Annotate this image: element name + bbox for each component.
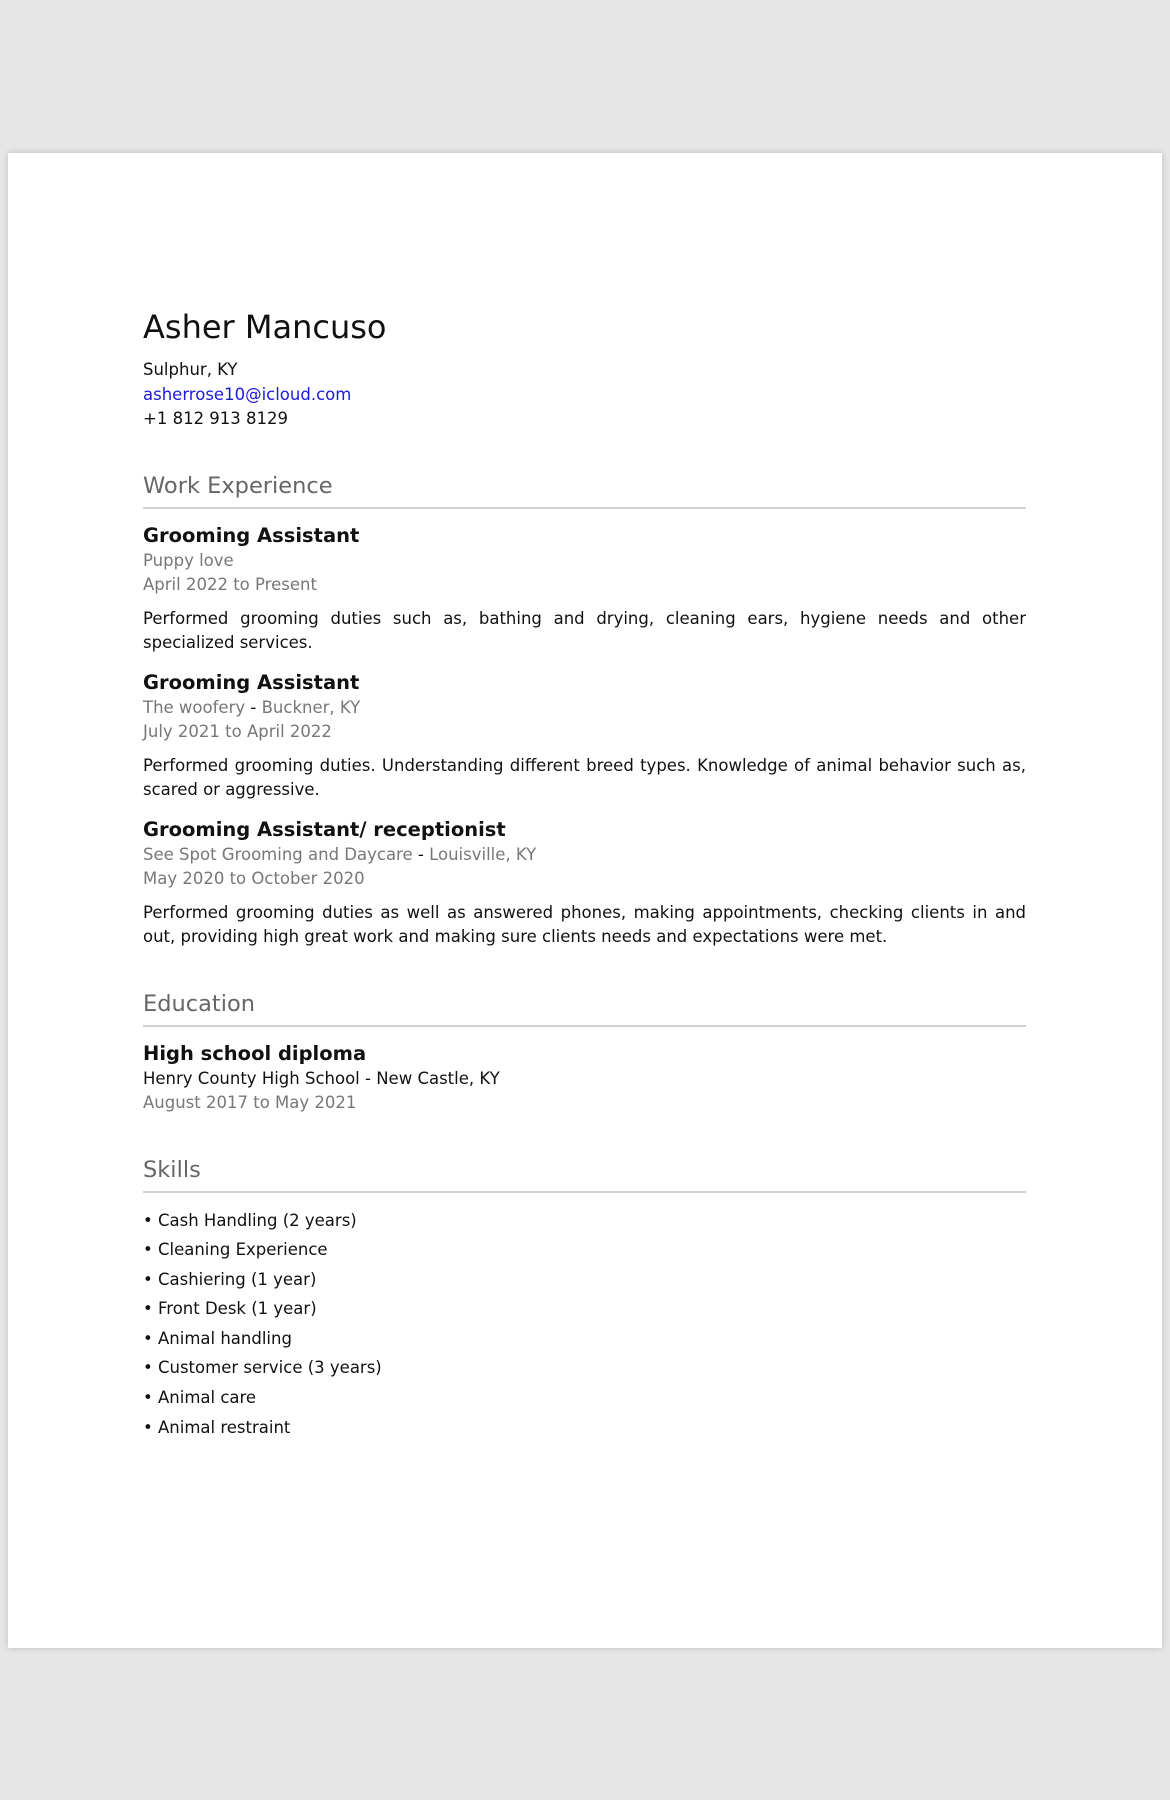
job-title: Grooming Assistant	[143, 670, 360, 694]
skill-item: • Cashiering (1 year)	[143, 1265, 1026, 1295]
skills-list	[143, 1206, 1026, 1443]
job-entry	[143, 817, 1026, 950]
job-dates: July 2021 to April 2022	[143, 722, 332, 741]
job-description: Performed grooming duties. Understanding different breed types. Knowledge of animal behavior such as, scared or aggressive.	[143, 755, 1026, 799]
email-link[interactable]: asherrose10@icloud.com	[143, 384, 352, 404]
resume-page	[8, 153, 1162, 1648]
skill-item: • Animal restraint	[143, 1413, 1026, 1443]
separator: -	[412, 844, 430, 864]
job-dates: April 2022 to Present	[143, 575, 317, 594]
location: Sulphur, KY	[143, 360, 238, 379]
education-dates: August 2017 to May 2021	[143, 1093, 357, 1112]
job-title: Grooming Assistant	[143, 523, 360, 547]
separator: -	[245, 697, 262, 717]
skill-item: • Animal handling	[143, 1324, 1026, 1354]
job-location: Louisville, KY	[429, 844, 537, 864]
job-description: Performed grooming duties such as, bathing and drying, cleaning ears, hygiene needs and other specialized services.	[143, 608, 1026, 652]
skill-item: • Front Desk (1 year)	[143, 1294, 1026, 1324]
job-entry	[143, 670, 1026, 803]
skill-item: • Cash Handling (2 years)	[143, 1206, 1026, 1236]
candidate-name: Asher Mancuso	[143, 308, 387, 346]
skill-item: • Customer service (3 years)	[143, 1353, 1026, 1383]
job-description: Performed grooming duties as well as answered phones, making appointments, checking clients in and out, providing high great work and making sure clients needs and expectations were met.	[143, 902, 1026, 946]
job-company: Puppy love	[143, 550, 234, 570]
phone: +1 812 913 8129	[143, 409, 289, 428]
section-title-skills: Skills	[143, 1155, 1026, 1193]
job-title: Grooming Assistant/ receptionist	[143, 817, 506, 841]
job-dates: May 2020 to October 2020	[143, 869, 365, 888]
job-company: The woofery	[143, 697, 246, 717]
school: Henry County High School	[143, 1068, 360, 1088]
job-entry	[143, 523, 1026, 656]
separator: -	[359, 1068, 377, 1088]
job-location: Buckner, KY	[261, 697, 361, 717]
education-entry	[143, 1041, 1026, 1116]
resume-content	[143, 305, 1026, 1442]
school-location: New Castle, KY	[376, 1068, 500, 1088]
job-company: See Spot Grooming and Daycare	[143, 844, 413, 864]
skill-item: • Cleaning Experience	[143, 1235, 1026, 1265]
skill-item: • Animal care	[143, 1383, 1026, 1413]
section-title-work: Work Experience	[143, 471, 1026, 509]
section-title-education: Education	[143, 989, 1026, 1027]
degree: High school diploma	[143, 1041, 367, 1065]
